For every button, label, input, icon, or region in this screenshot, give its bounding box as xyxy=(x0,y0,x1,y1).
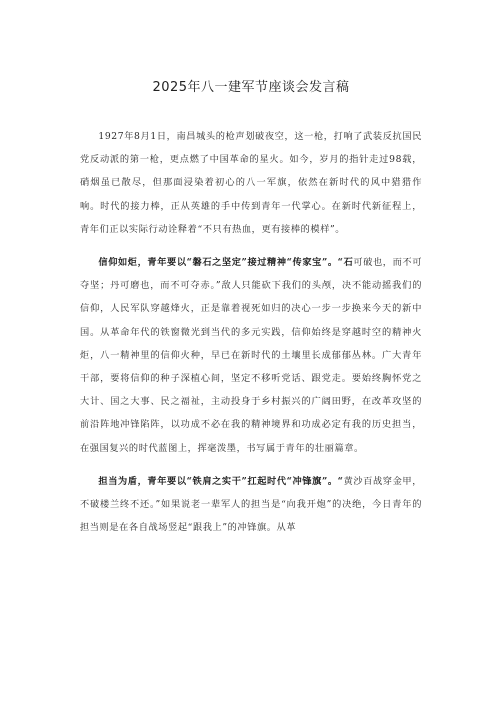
paragraph-body: 可破也，而不可夺坚；丹可磨也，而不可夺赤。”敌人只能砍下我们的头颅，决不能动摇我们的信仰，人民军队穿越烽火，正是靠着视死如归的决心一步一步换来今天的新中国。从革命年代的铁窗微光到当代的多元实践，信仰始终是穿越时空的精神火炬，八一精神里的信仰火种，早已在新时代的土壤里长成郁郁丛林。广大青年干部，要将信仰的种子深植心间，坚定不移听党话、跟党走。要始终胸怀党之大计、国之大事、民之福祉，主动投身于乡村振兴的广阔田野，在改革攻坚的前沿阵地冲锋陷阵，以功成不必在我的精神境界和功成必定有我的历史担当，在强国复兴的时代蓝图上，挥毫泼墨，书写属于青年的壮丽篇章。 xyxy=(80,257,422,454)
paragraph-intro xyxy=(80,125,422,241)
paragraph-body: 1927年8月1日，南昌城头的枪声划破夜空，这一枪，打响了武装反抗国民党反动派的第一枪，更点燃了中国革命的星火。如今，岁月的指针走过98载，硝烟虽已散尽，但那面浸染着初心的八一军旗，依然在新时代的风中猎猎作响。时代的接力棒，正从英雄的手中传到青年一代掌心。在新时代新征程上，青年们正以实际行动诠释着“不只有热血，更有接棒的模样”。 xyxy=(80,131,422,235)
paragraph-lead: 信仰如炬，青年要以“磐石之坚定”接过精神“传家宝”。“石 xyxy=(98,257,354,269)
paragraph-lead: 担当为盾，青年要以“铁肩之实干”扛起时代“冲锋旗”。“ xyxy=(98,475,344,487)
document-title: 2025年八一建军节座谈会发言稿 xyxy=(152,80,350,95)
paragraph-faith xyxy=(80,251,422,460)
paragraph-duty xyxy=(80,470,422,540)
paragraph-body: 黄沙百战穿金甲，不破楼兰终不还。”如果说老一辈军人的担当是“向我开炮”的决绝，今日青年的担当则是在各自战场竖起“跟我上”的冲锋旗。从革 xyxy=(80,475,422,534)
